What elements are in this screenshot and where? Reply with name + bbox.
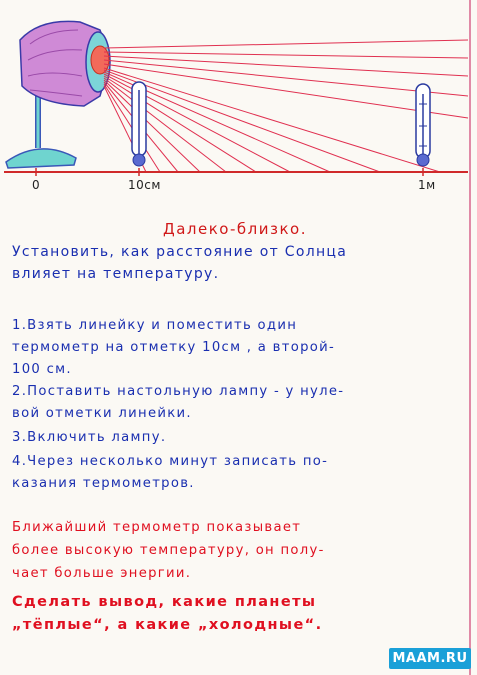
conclusion-line-2: более высокую температуру, он полу- [12, 543, 325, 558]
goal-line-1: Установить, как расстояние от Солнца [12, 244, 348, 260]
lamp-base [6, 149, 76, 168]
goal-line-2: влияет на температуру. [12, 266, 220, 282]
light-rays [104, 40, 468, 172]
site-logo: MAAM.RU [389, 648, 471, 669]
page-title: Далеко-близко. [163, 220, 307, 238]
step-line-8: казания термометров. [12, 476, 195, 491]
conclusion-line-1: Ближайший термометр показывает [12, 520, 302, 535]
task-line-2: „тёплые“, а какие „холодные“. [12, 617, 323, 633]
task-line-1: Сделать вывод, какие планеты [12, 594, 317, 610]
step-line-4: 2.Поставить настольную лампу - у нуле- [12, 384, 345, 399]
experiment-illustration [0, 0, 477, 205]
step-line-7: 4.Через несколько минут записать по- [12, 454, 329, 469]
ruler-mark-10cm: 10см [128, 178, 161, 192]
step-line-2: термометр на отметку 10см , а второй- [12, 340, 336, 355]
thermometer-far [416, 84, 430, 166]
thermometer-near [132, 82, 146, 166]
ruler-mark-0: 0 [32, 178, 41, 192]
step-line-1: 1.Взять линейку и поместить один [12, 318, 298, 333]
ruler-mark-1m: 1м [418, 178, 436, 192]
conclusion-line-3: чает больше энергии. [12, 566, 192, 581]
step-line-6: 3.Включить лампу. [12, 430, 167, 445]
step-line-5: вой отметки линейки. [12, 406, 192, 421]
step-line-3: 100 см. [12, 362, 72, 377]
